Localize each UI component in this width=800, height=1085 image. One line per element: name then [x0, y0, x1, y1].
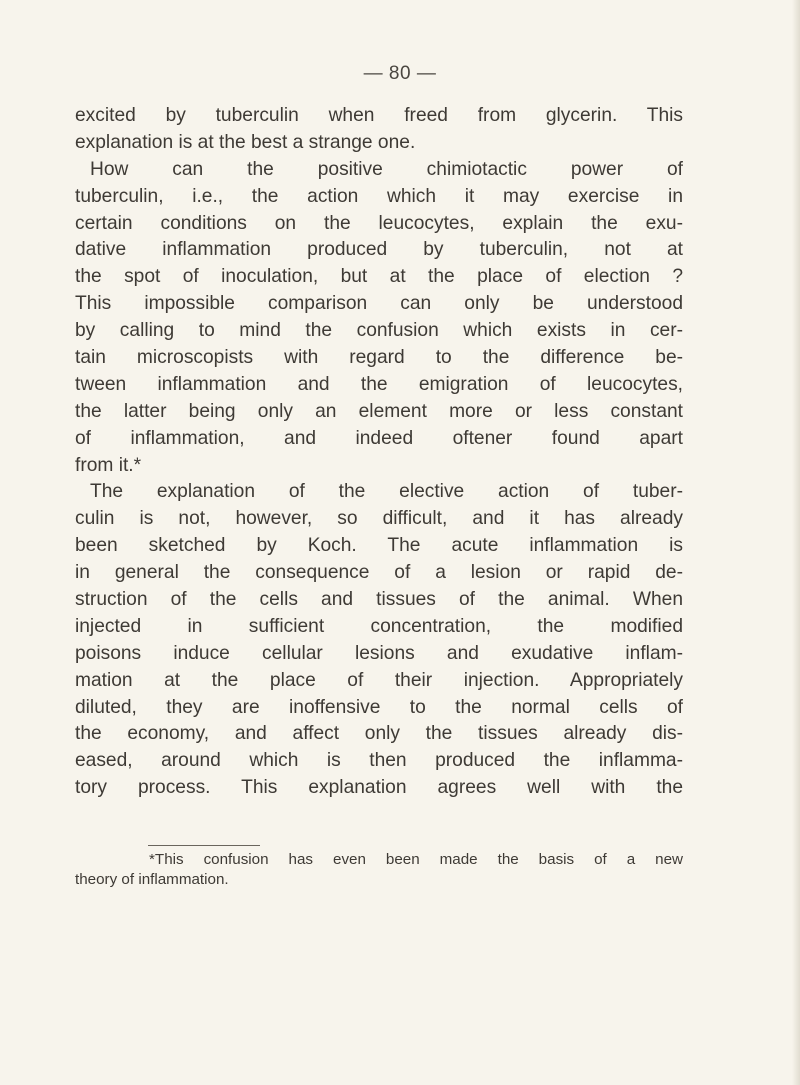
text-line: tween inflammation and the emigration of leucocytes, — [75, 373, 683, 395]
text-line: the economy, and affect only the tissues already dis- — [75, 723, 683, 745]
text-line: poisons induce cellular lesions and exudative inflam- — [75, 642, 683, 664]
text-line: eased, around which is then produced the inflamma- — [75, 750, 683, 772]
text-line: the spot of inoculation, but at the place of election ? — [75, 266, 683, 288]
running-head-page-number: — 80 — — [363, 63, 437, 84]
text-line: explanation is at the best a strange one. — [75, 131, 416, 153]
text-line: dative inflammation produced by tuberculin, not at — [75, 239, 683, 261]
text-line: been sketched by Koch. The acute inflammation is — [75, 535, 683, 557]
body-text — [75, 103, 683, 802]
text-line: diluted, they are inoffensive to the normal cells of — [75, 696, 683, 718]
text-line: from it.* — [75, 454, 142, 476]
footnote-line: theory of inflammation. — [75, 871, 229, 888]
text-line: in general the consequence of a lesion or rapid de- — [75, 562, 683, 584]
text-line: certain conditions on the leucocytes, explain the exu- — [75, 212, 683, 234]
text-line: tuberculin, i.e., the action which it may exercise in — [75, 185, 683, 207]
text-line: by calling to mind the confusion which exists in cer- — [75, 320, 683, 342]
text-line: injected in sufficient concentration, the modified — [75, 615, 683, 637]
page-edge-shadow — [792, 0, 800, 1085]
footnote-line: *This confusion has even been made the basis of a new — [149, 851, 683, 868]
text-line: tain microscopists with regard to the difference be- — [75, 347, 683, 369]
text-line: mation at the place of their injection. Appropriately — [75, 669, 683, 691]
text-line: of inflammation, and indeed oftener found apart — [75, 427, 683, 449]
text-line: The explanation of the elective action of tuber- — [90, 481, 683, 503]
text-line: struction of the cells and tissues of the animal. When — [75, 589, 683, 611]
footnote — [75, 850, 683, 890]
text-line: How can the positive chimiotactic power of — [90, 158, 683, 180]
text-line: This impossible comparison can only be understood — [75, 293, 683, 315]
text-line: excited by tuberculin when freed from glycerin. This — [75, 105, 683, 126]
text-line: culin is not, however, so difficult, and it has already — [75, 508, 683, 530]
text-line: the latter being only an element more or less constant — [75, 400, 683, 422]
text-line: tory process. This explanation agrees well with the — [75, 777, 683, 799]
footnote-divider — [148, 845, 260, 846]
